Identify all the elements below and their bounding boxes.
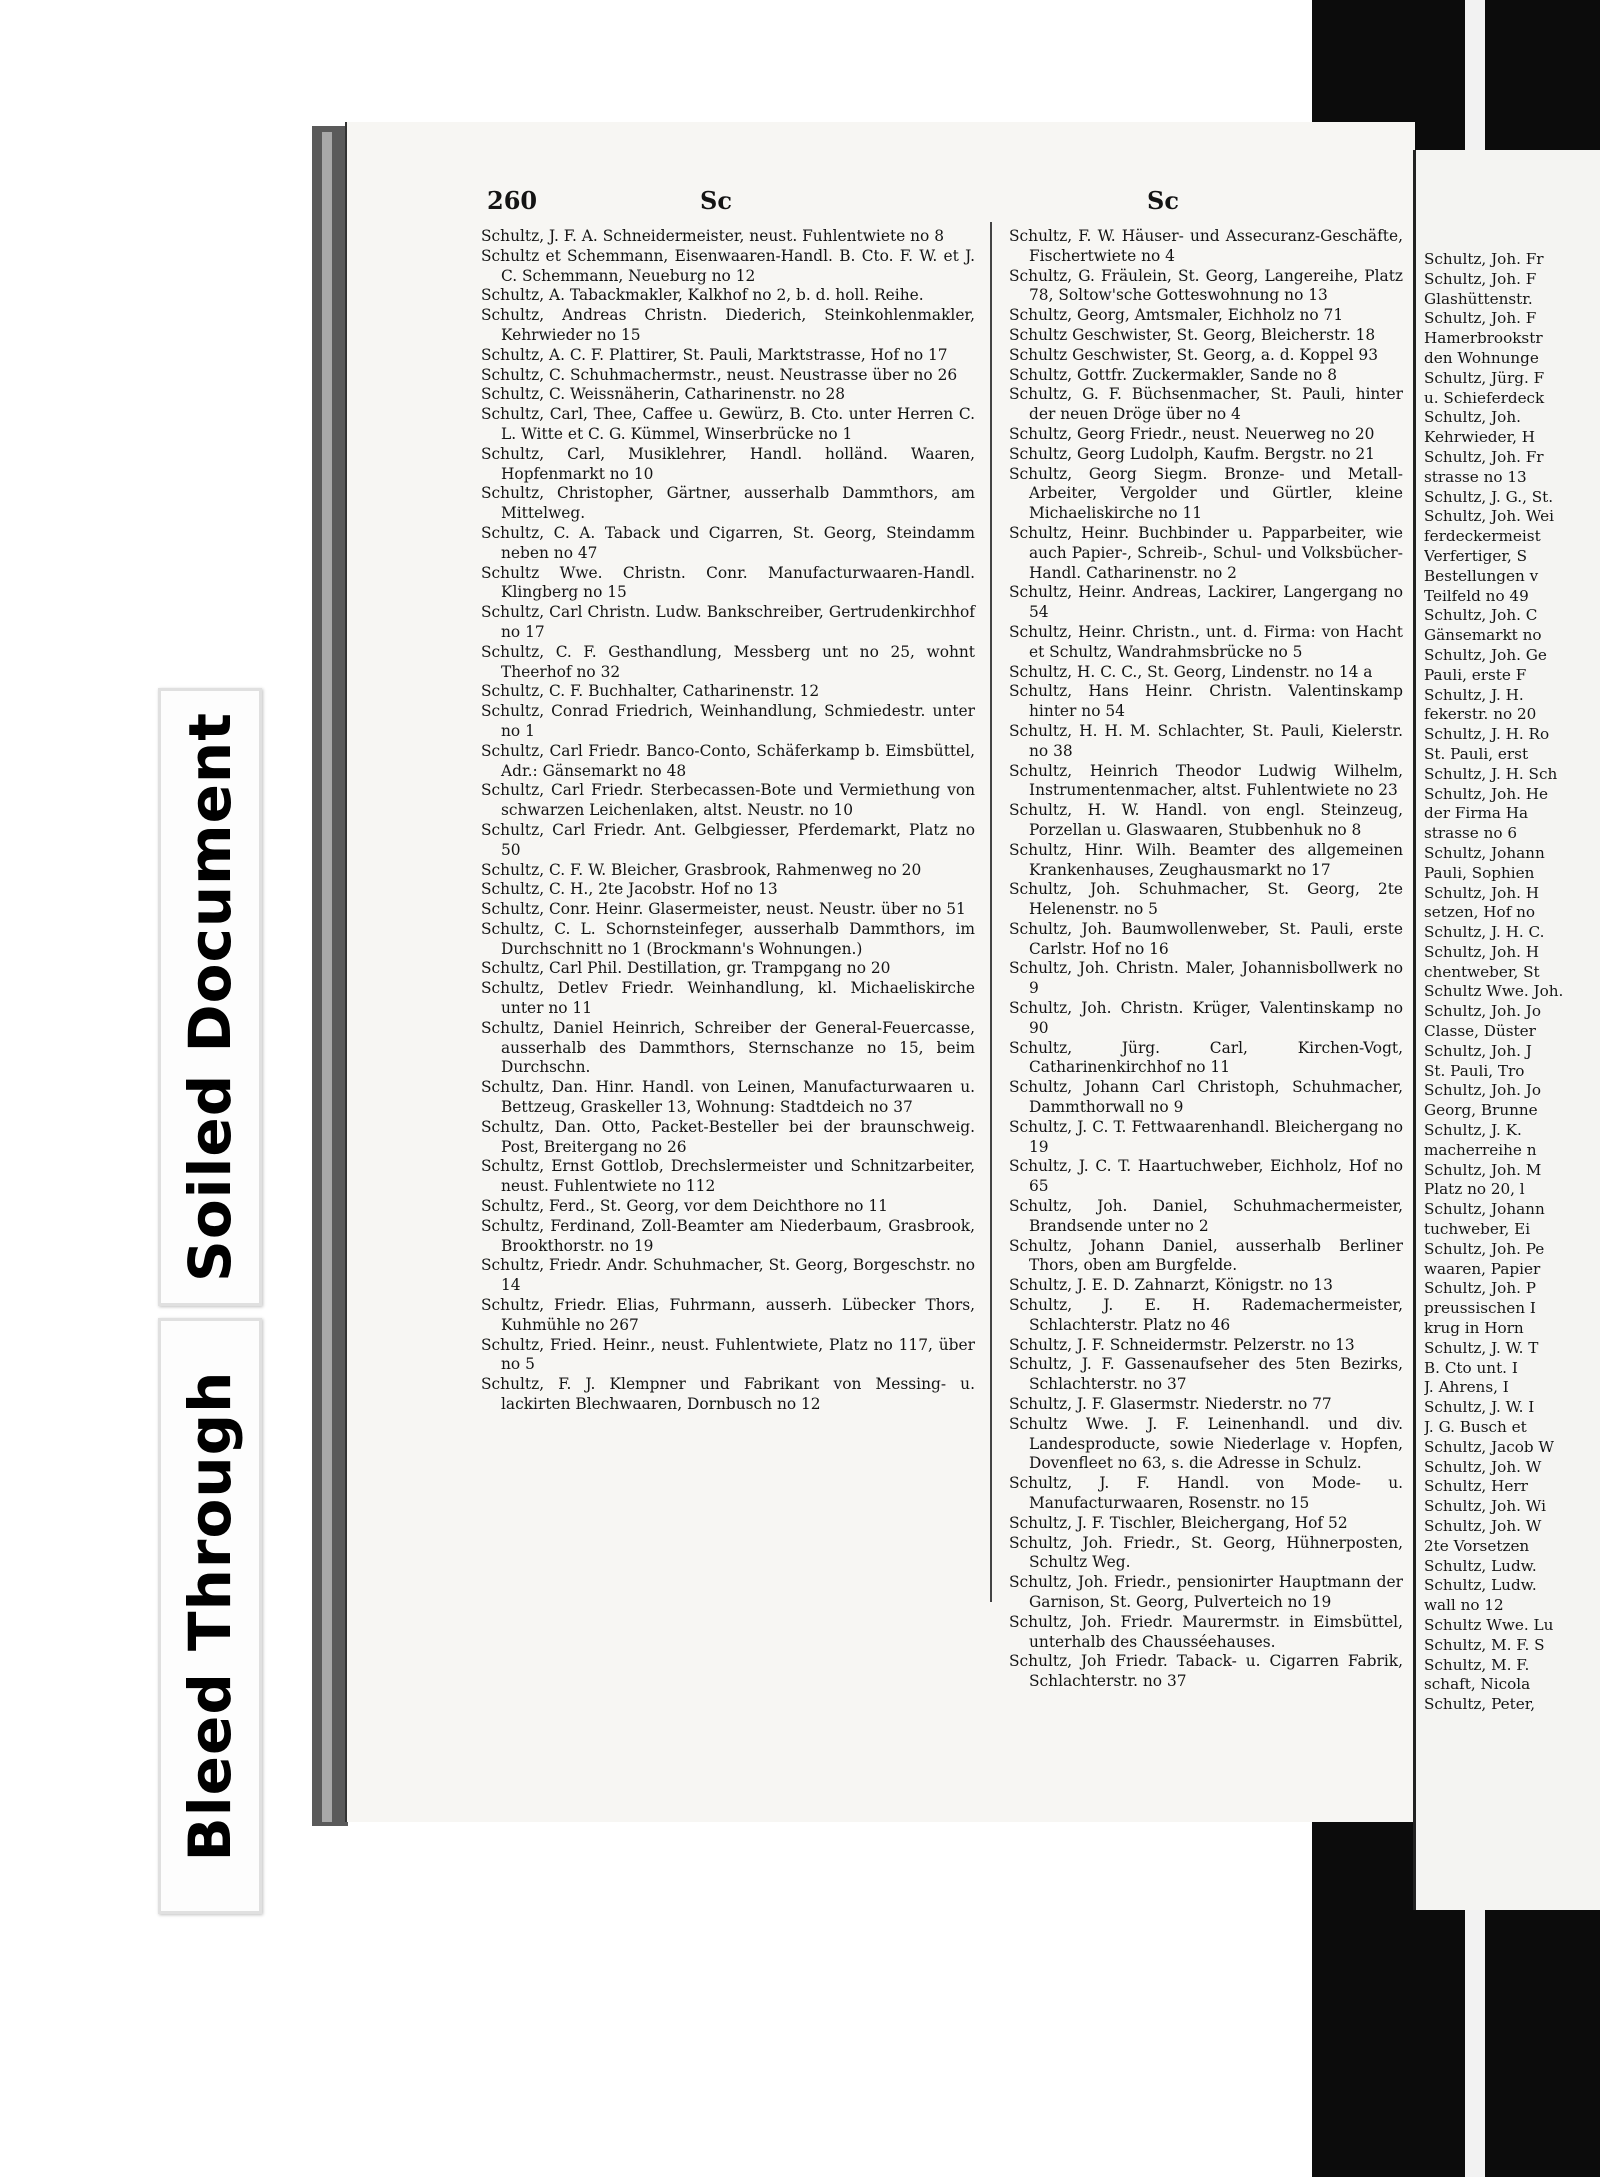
directory-entry: Schultz, J. F. Gassenaufseher des 5ten Bezirks, Schlachterstr. no 37: [1009, 1355, 1403, 1394]
directory-entry: strasse no 13: [1424, 467, 1527, 486]
directory-entry: fekerstr. no 20: [1424, 705, 1537, 724]
directory-entry: Schultz, C. F. W. Bleicher, Grasbrook, Rahmenweg no 20: [481, 860, 922, 879]
directory-entry: Schultz, Daniel Heinrich, Schreiber der General-Feuercasse, ausserhalb des Dammthors, Sternschanze no 15, beim Durchschn.: [481, 1018, 975, 1077]
directory-entry: chentweber, St: [1424, 962, 1540, 981]
directory-entry: Schultz Wwe. Joh.: [1424, 982, 1564, 1001]
directory-entry: Schultz, Joh. Ge: [1424, 645, 1547, 664]
directory-entry: preussischen I: [1424, 1299, 1536, 1318]
directory-entry: Schultz, Andreas Christn. Diederich, Steinkohlenmakler, Kehrwieder no 15: [481, 306, 975, 344]
directory-entry: Schultz, Joh. W: [1424, 1517, 1542, 1535]
directory-entry: Schultz, J. C. T. Fettwaarenhandl. Bleichergang no 19: [1009, 1117, 1403, 1156]
column-divider: [990, 222, 992, 1602]
directory-entry: Schultz et Schemmann, Eisenwaaren-Handl. B. Cto. F. W. et J. C. Schemmann, Neueburg no 12: [481, 246, 975, 285]
directory-entry: Schultz Geschwister, St. Georg, a. d. Koppel 93: [1009, 345, 1378, 364]
bleed-through-label-text: Bleed Through: [176, 1370, 244, 1862]
directory-entry: Schultz, Ferd., St. Georg, vor dem Deichthore no 11: [481, 1197, 888, 1216]
directory-entry: Schultz, Joh. Schuhmacher, St. Georg, 2te Helenenstr. no 5: [1009, 880, 1403, 919]
directory-entry: Schultz, Joh. F: [1424, 269, 1537, 288]
directory-entry: Schultz, Joh. He: [1424, 784, 1548, 803]
directory-entry: Schultz, A. C. F. Plattirer, St. Pauli, Marktstrasse, Hof no 17: [481, 345, 948, 364]
directory-entry: Schultz, C. F. Gesthandlung, Messberg unt no 25, wohnt Theerhof no 32: [481, 642, 975, 681]
directory-entry: Schultz, Friedr. Elias, Fuhrmann, ausserh. Lübecker Thors, Kuhmühle no 267: [481, 1296, 975, 1334]
directory-entry: Schultz, Ludw.: [1424, 1556, 1537, 1575]
soiled-document-label-text: Soiled Document: [176, 712, 244, 1282]
directory-entry: Schultz, Fried. Heinr., neust. Fuhlentwiete, Platz no 117, über no 5: [481, 1335, 975, 1374]
directory-entry: Schultz, J. K.: [1424, 1121, 1522, 1140]
directory-entry: Schultz, F. J. Klempner und Fabrikant von Messing- u. lackirten Blechwaaren, Dornbusch no 12: [481, 1375, 975, 1414]
directory-entry: Schultz, Carl Friedr. Sterbecassen-Bote und Vermiethung von schwarzen Leichenlaken, altst. Neustr. no 10: [481, 781, 975, 820]
directory-entry: Schultz, Carl, Musiklehrer, Handl. holländ. Waaren, Hopfenmarkt no 10: [481, 444, 975, 483]
directory-entry: Schultz, Carl Phil. Destillation, gr. Trampgang no 20: [481, 959, 891, 978]
directory-entry: krug in Horn: [1424, 1319, 1524, 1338]
directory-entry: Schultz, J. F. Tischler, Bleichergang, Hof 52: [1009, 1513, 1348, 1532]
directory-entry: Schultz, Joh. Friedr., St. Georg, Hühnerposten, Schultz Weg.: [1009, 1533, 1403, 1572]
directory-entry: Hamerbrookstr: [1424, 329, 1543, 348]
directory-entry: tuchweber, Ei: [1424, 1220, 1531, 1239]
directory-entry: Verfertiger, S: [1424, 546, 1528, 565]
directory-entry: Gänsemarkt no: [1424, 626, 1542, 645]
directory-entry: Schultz, Georg, Amtsmaler, Eichholz no 71: [1009, 306, 1344, 325]
directory-entry: St. Pauli, erst: [1424, 744, 1529, 763]
directory-entry: Schultz, Joh. Friedr., pensionirter Hauptmann der Garnison, St. Georg, Pulverteich no 19: [1009, 1573, 1403, 1611]
directory-entry: Schultz, Joh. J: [1424, 1041, 1532, 1060]
directory-entry: den Wohnunge: [1424, 348, 1539, 367]
directory-entry: Schultz, J. E. H. Rademachermeister, Schlachterstr. Platz no 46: [1009, 1296, 1403, 1334]
directory-entry: Schultz, J. G., St.: [1424, 487, 1554, 506]
directory-entry: Schultz, C. L. Schornsteinfeger, ausserhalb Dammthors, im Durchschnitt no 1 (Brockmann's Wohnungen.): [481, 919, 975, 958]
page-number: 260: [487, 186, 538, 215]
directory-entry: Schultz, C. Weissnäherin, Catharinenstr. no 28: [481, 385, 846, 404]
directory-entry: Kehrwieder, H: [1424, 428, 1536, 447]
directory-entry: Schultz, J. F. Schneidermstr. Pelzerstr. no 13: [1009, 1335, 1355, 1354]
directory-entry: Schultz, C. A. Taback und Cigarren, St. Georg, Steindamm neben no 47: [481, 523, 975, 562]
directory-entry: Schultz, J. W. I: [1424, 1398, 1535, 1417]
directory-entry: Schultz, Conr. Heinr. Glasermeister, neust. Neustr. über no 51: [481, 900, 966, 919]
directory-entry: Schultz, Conrad Friedrich, Weinhandlung, Schmiedestr. unter no 1: [481, 702, 975, 740]
directory-entry: Schultz, Dan. Otto, Packet-Besteller bei der braunschweig. Post, Breitergang no 26: [481, 1117, 975, 1156]
directory-entry: Schultz, J. W. T: [1424, 1338, 1539, 1357]
next-page-fragment: [1413, 150, 1600, 1910]
directory-entry: Schultz, Detlev Friedr. Weinhandlung, kl. Michaeliskirche unter no 11: [481, 979, 975, 1018]
directory-entry: Schultz, Jacob W: [1424, 1437, 1555, 1456]
directory-entry: Schultz, Joh. Pe: [1424, 1239, 1545, 1258]
directory-entry: Schultz Geschwister, St. Georg, Bleicherstr. 18: [1009, 325, 1376, 344]
directory-entry: Schultz, Ernst Gottlob, Drechslermeister und Schnitzarbeiter, neust. Fuhlentwiete no 112: [481, 1157, 975, 1196]
directory-entry: Schultz, Heinr. Buchbinder u. Papparbeiter, wie auch Papier-, Schreib-, Schul- und Volksbücher-Handl. Catharinenstr. no 2: [1009, 523, 1403, 582]
directory-entry: Schultz, A. Tabackmakler, Kalkhof no 2, b. d. holl. Reihe.: [481, 286, 924, 305]
directory-entry: schaft, Nicola: [1424, 1675, 1531, 1694]
directory-entry: Teilfeld no 49: [1424, 586, 1529, 605]
directory-entry: setzen, Hof no: [1424, 903, 1536, 922]
directory-entry: Schultz, C. F. Buchhalter, Catharinenstr. 12: [481, 682, 820, 701]
directory-entry: Schultz, Jürg. Carl, Kirchen-Vogt, Catharinenkirchhof no 11: [1009, 1038, 1403, 1077]
directory-entry: Platz no 20, l: [1424, 1180, 1525, 1199]
directory-entry: strasse no 6: [1424, 824, 1518, 843]
directory-entry: Schultz, J. H. Sch: [1424, 764, 1558, 783]
directory-entry: Schultz, J. F. Glasermstr. Niederstr. no 77: [1009, 1395, 1332, 1414]
directory-entry: Schultz Wwe. Lu: [1424, 1615, 1554, 1634]
directory-entry: Schultz, Carl Christn. Ludw. Bankschreiber, Gertrudenkirchhof no 17: [481, 603, 975, 641]
directory-entry: Schultz, Joh. F: [1424, 309, 1537, 328]
directory-entry: Schultz, Georg Siegm. Bronze- und Metall-Arbeiter, Vergolder und Gürtler, kleine Michaeliskirche no 11: [1009, 464, 1403, 523]
directory-entry: J. Ahrens, I: [1424, 1378, 1509, 1397]
directory-entry: Schultz, Joh Friedr. Taback- u. Cigarren Fabrik, Schlachterstr. no 37: [1009, 1652, 1403, 1691]
directory-entry: wall no 12: [1424, 1596, 1504, 1615]
running-head-right: Sc: [1147, 186, 1179, 215]
directory-entry: Schultz, Joh. Baumwollenweber, St. Pauli, erste Carlstr. Hof no 16: [1009, 919, 1403, 958]
directory-entry: Schultz, Friedr. Andr. Schuhmacher, St. Georg, Borgeschstr. no 14: [481, 1256, 975, 1295]
directory-entry: Schultz, Peter,: [1424, 1695, 1536, 1714]
directory-entry: Schultz, Ludw.: [1424, 1576, 1537, 1595]
directory-entry: Schultz, Christopher, Gärtner, ausserhalb Dammthors, am Mittelweg.: [481, 484, 975, 523]
directory-entry: Schultz, H. H. M. Schlachter, St. Pauli, Kielerstr. no 38: [1009, 721, 1403, 760]
directory-entry: Classe, Düster: [1424, 1022, 1536, 1041]
directory-entry: Schultz, Joh. Daniel, Schuhmachermeister, Brandsende unter no 2: [1009, 1197, 1403, 1235]
directory-entry: Schultz, M. F. S: [1424, 1635, 1545, 1654]
directory-entry: Schultz, C. Schuhmachermstr., neust. Neustrasse über no 26: [481, 365, 958, 384]
directory-entry: Schultz, Jürg. F: [1424, 368, 1545, 387]
directory-entry: St. Pauli, Tro: [1424, 1061, 1525, 1080]
directory-entry: Schultz, F. W. Häuser- und Assecuranz-Geschäfte, Fischertwiete no 4: [1009, 227, 1403, 265]
directory-entry: u. Schieferdeck: [1424, 388, 1545, 407]
directory-entry: Schultz, J. C. T. Haartuchweber, Eichholz, Hof no 65: [1009, 1157, 1403, 1196]
directory-entry: Schultz, Joh. M: [1424, 1160, 1542, 1179]
directory-entry: Schultz, Heinrich Theodor Ludwig Wilhelm, Instrumentenmacher, altst. Fuhlentwiete no 23: [1009, 761, 1403, 800]
directory-entry: Schultz, M. F.: [1424, 1655, 1530, 1674]
directory-entry: Schultz, Joh. Fr: [1424, 447, 1544, 466]
directory-entry: Schultz, J. F. A. Schneidermeister, neust. Fuhlentwiete no 8: [481, 227, 944, 245]
directory-entry: Schultz, C. H., 2te Jacobstr. Hof no 13: [481, 880, 778, 899]
directory-entry: Schultz, Hinr. Wilh. Beamter des allgemeinen Krankenhauses, Zeughausmarkt no 17: [1009, 840, 1403, 879]
directory-entry: Bestellungen v: [1424, 566, 1539, 585]
directory-entry: Schultz, J. H. C.: [1424, 923, 1545, 942]
directory-entry: Schultz, Georg Ludolph, Kaufm. Bergstr. no 21: [1009, 444, 1375, 463]
bleed-through-label: [158, 1318, 262, 1914]
directory-entry: Schultz, Joh. W: [1424, 1457, 1542, 1476]
directory-entry: Schultz, Hans Heinr. Christn. Valentinskamp hinter no 54: [1009, 682, 1403, 721]
directory-entry: Schultz, J. H. Ro: [1424, 725, 1550, 744]
directory-entry: J. G. Busch et: [1424, 1418, 1527, 1437]
directory-entry: Schultz, H. W. Handl. von engl. Steinzeug, Porzellan u. Glaswaaren, Stubbenhuk no 8: [1009, 801, 1403, 839]
directory-entry: Schultz, J. H.: [1424, 685, 1524, 704]
left-column: [481, 227, 975, 1415]
directory-entry: Schultz, Joh. Jo: [1424, 1081, 1541, 1100]
directory-entry: Schultz, Johann Carl Christoph, Schuhmacher, Dammthorwall no 9: [1009, 1078, 1403, 1117]
directory-entry: Schultz, Joh. Friedr. Maurermstr. in Eimsbüttel, unterhalb des Chausséehauses.: [1009, 1612, 1403, 1651]
directory-entry: Schultz, Carl, Thee, Caffee u. Gewürz, B. Cto. unter Herren C. L. Witte et C. G. Kümmel, Winserbrücke no 1: [481, 405, 975, 443]
soiled-document-label: [158, 688, 262, 1306]
page-edges: [322, 132, 332, 1822]
directory-entry: Schultz, Gottfr. Zuckermakler, Sande no 8: [1009, 365, 1338, 384]
directory-entry: Schultz, Joh. Jo: [1424, 1002, 1541, 1021]
directory-entry: Schultz, Dan. Hinr. Handl. von Leinen, Manufacturwaaren u. Bettzeug, Graskeller 13, Wohnung: Stadtdeich no 37: [481, 1078, 975, 1117]
directory-entry: ferdeckermeist: [1424, 527, 1541, 546]
directory-entry: 2te Vorsetzen: [1424, 1536, 1530, 1555]
directory-entry: Schultz, Johann Daniel, ausserhalb Berliner Thors, oben am Burgfelde.: [1009, 1236, 1403, 1275]
directory-entry: Schultz, Joh.: [1424, 408, 1521, 427]
directory-entry: Schultz, Johann: [1424, 843, 1545, 862]
directory-entry: Schultz, Heinr. Andreas, Lackirer, Langergang no 54: [1009, 583, 1403, 622]
directory-entry: Schultz, G. Fräulein, St. Georg, Langereihe, Platz 78, Soltow'sche Gotteswohnung no 13: [1009, 266, 1403, 305]
directory-entry: Schultz, Carl Friedr. Ant. Gelbgiesser, Pferdemarkt, Platz no 50: [481, 820, 975, 859]
directory-entry: Schultz, Johann: [1424, 1200, 1545, 1219]
directory-entry: Schultz, Georg Friedr., neust. Neuerweg no 20: [1009, 424, 1375, 443]
directory-entry: Schultz, Joh. C: [1424, 606, 1538, 625]
directory-page: [345, 122, 1415, 1822]
directory-entry: Schultz, Joh. P: [1424, 1279, 1536, 1298]
running-head-left: Sc: [700, 186, 732, 215]
directory-entry: waaren, Papier: [1424, 1259, 1541, 1278]
directory-entry: Georg, Brunne: [1424, 1101, 1538, 1120]
directory-entry: B. Cto unt. I: [1424, 1358, 1518, 1377]
directory-entry: Schultz, Joh. Wi: [1424, 1497, 1546, 1516]
directory-entry: Schultz, Heinr. Christn., unt. d. Firma: von Hacht et Schultz, Wandrahmsbrücke no 5: [1009, 622, 1403, 661]
directory-entry: Schultz, Joh. H: [1424, 883, 1540, 902]
directory-entry: Schultz, Ferdinand, Zoll-Beamter am Niederbaum, Grasbrook, Brookthorstr. no 19: [481, 1216, 975, 1255]
right-column: [1009, 227, 1403, 1692]
directory-entry: Schultz, G. F. Büchsenmacher, St. Pauli, hinter der neuen Dröge über no 4: [1009, 385, 1403, 424]
directory-entry: Pauli, Sophien: [1424, 863, 1535, 882]
directory-entry: Schultz, Joh. Christn. Maler, Johannisbollwerk no 9: [1009, 959, 1403, 998]
directory-entry: Schultz, Joh. Wei: [1424, 507, 1554, 526]
directory-entry: Pauli, erste F: [1424, 665, 1527, 684]
directory-entry: Schultz, Joh. Fr: [1424, 250, 1544, 268]
directory-entry: Schultz, J. F. Handl. von Mode- u. Manufacturwaaren, Rosenstr. no 15: [1009, 1474, 1403, 1512]
directory-entry: Schultz, Carl Friedr. Banco-Conto, Schäferkamp b. Eimsbüttel, Adr.: Gänsemarkt no 48: [481, 741, 975, 780]
directory-entry: Schultz, Joh. H: [1424, 942, 1540, 961]
directory-entry: macherreihe n: [1424, 1140, 1537, 1159]
directory-entry: Schultz, J. E. D. Zahnarzt, Königstr. no 13: [1009, 1276, 1333, 1295]
directory-entry: Schultz, H. C. C., St. Georg, Lindenstr. no 14 a: [1009, 662, 1373, 681]
directory-entry: Schultz, Joh. Christn. Krüger, Valentinskamp no 90: [1009, 999, 1403, 1037]
directory-entry: Glashüttenstr.: [1424, 289, 1533, 308]
directory-entry: Schultz Wwe. Christn. Conr. Manufacturwaaren-Handl. Klingberg no 15: [481, 563, 975, 602]
directory-entry: Schultz Wwe. J. F. Leinenhandl. und div. Landesproducte, sowie Niederlage v. Hopfen, Dovenfleet no 63, s. die Adresse in Schulz.: [1009, 1414, 1403, 1473]
directory-entry: Schultz, Herr: [1424, 1477, 1528, 1496]
directory-entry: der Firma Ha: [1424, 804, 1529, 823]
next-page-column: [1424, 250, 1600, 1715]
